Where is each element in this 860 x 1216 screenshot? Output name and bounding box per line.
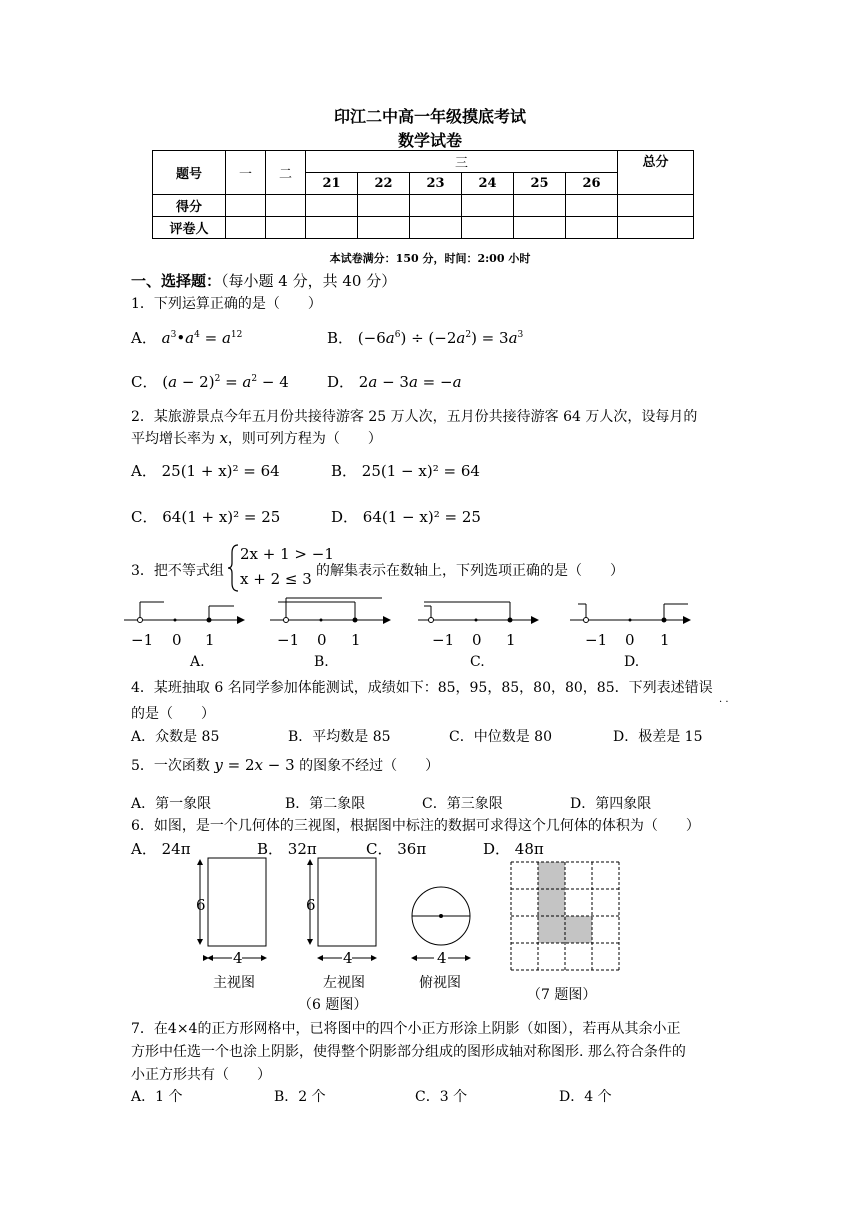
emphasis-dots: · · — [719, 697, 729, 708]
q2-option-a: A． 25(1 + x)² = 64 — [131, 462, 280, 480]
q2-stem-line1: 2．某旅游景点今年五月份共接待游客 25 万人次，五月份共接待游客 64 万人次，设每月的 — [131, 409, 698, 425]
q3-tick-b-1: 1 — [351, 631, 361, 649]
score-cell[interactable] — [566, 195, 618, 217]
score-cell[interactable] — [358, 195, 410, 217]
shaded-square — [538, 889, 565, 916]
q3-tick-a-1: 1 — [205, 631, 215, 649]
q3-axis-c — [418, 602, 538, 623]
q4-stem-line1: 4．某班抽取 6 名同学参加体能测试，成绩如下：85，95，85，80，80，85．下列表述错误 — [131, 680, 713, 696]
grader-cell[interactable] — [306, 217, 358, 239]
score-cell[interactable] — [618, 195, 694, 217]
q2-option-b: B． 25(1 − x)² = 64 — [331, 462, 480, 480]
q3-tick-c-0: 0 — [472, 631, 482, 649]
front-width-label: 4 — [233, 949, 243, 967]
score-cell[interactable] — [410, 195, 462, 217]
left-view-rect — [318, 858, 376, 946]
left-width-label: 4 — [343, 949, 353, 967]
q3-inequality-1: 2x + 1 > −1 — [240, 545, 334, 563]
question-number: 23 — [410, 173, 462, 195]
part-two-header: 二 — [266, 151, 306, 195]
q7-option-d: D．4 个 — [559, 1089, 612, 1105]
shaded-square — [565, 916, 592, 943]
section-heading — [131, 270, 396, 291]
q5-option-a: A．第一象限 — [131, 796, 212, 812]
part-three-header: 三 — [306, 151, 618, 173]
q3-tick-a-neg1: −1 — [131, 631, 154, 649]
q6-option-d: D． 48π — [483, 840, 544, 858]
row-label-number: 题号 — [153, 151, 226, 195]
q4-option-b: B．平均数是 85 — [288, 729, 391, 745]
section-note: （每小题 4 分，共 40 分） — [221, 272, 397, 290]
q1-option-c: C． $(a - 2)^2 = a^2 - 4$ — [131, 373, 289, 391]
q6-stem: 6．如图，是一个几何体的三视图，根据图中标注的数据可求得这个几何体的体积为（ ） — [131, 818, 700, 834]
question-number: 22 — [358, 173, 410, 195]
grader-cell[interactable] — [358, 217, 410, 239]
front-view-label: 主视图 — [213, 975, 255, 991]
q3-tick-c-neg1: −1 — [432, 631, 455, 649]
q7-stem-line3: 小正方形共有（ ） — [131, 1067, 271, 1083]
q3-axis-b — [270, 598, 390, 623]
q7-option-a: A．1 个 — [131, 1089, 183, 1105]
row-label-grader: 评卷人 — [153, 217, 226, 239]
grader-cell[interactable] — [514, 217, 566, 239]
q7-grid-figure — [510, 861, 622, 973]
score-table — [152, 150, 694, 239]
q3-tick-a-0: 0 — [172, 631, 182, 649]
question-number: 21 — [306, 173, 358, 195]
q3-axis-a — [124, 602, 244, 623]
score-cell[interactable] — [514, 195, 566, 217]
top-view-label: 俯视图 — [419, 975, 461, 991]
q3-tick-d-0: 0 — [625, 631, 635, 649]
q5-option-b: B．第二象限 — [285, 796, 366, 812]
left-height-label: 6 — [306, 896, 316, 914]
q3-option-d-label[interactable]: D. — [624, 654, 640, 670]
section-title: 一、选择题： — [131, 272, 222, 290]
q4-option-a: A．众数是 85 — [131, 729, 220, 745]
q3-tick-b-0: 0 — [317, 631, 327, 649]
q7-option-b: B．2 个 — [274, 1089, 326, 1105]
q2-stem-line2: 平均增长率为 x，则可列方程为（ ） — [131, 429, 382, 447]
grader-cell[interactable] — [618, 217, 694, 239]
top-width-label: 4 — [437, 949, 447, 967]
grader-cell[interactable] — [566, 217, 618, 239]
q7-stem-line1: 7．在4×4的正方形网格中，已将图中的四个小正方形涂上阴影（如图），若再从其余小正 — [131, 1021, 681, 1037]
q3-option-b-label[interactable]: B. — [314, 654, 329, 670]
q3-axis-d — [570, 604, 690, 623]
q4-option-d: D．极差是 15 — [613, 729, 703, 745]
exam-subtitle: 数学试卷 — [397, 131, 462, 150]
q6-three-views — [180, 852, 480, 972]
shaded-square — [538, 862, 565, 889]
q4-option-c: C．中位数是 80 — [449, 729, 552, 745]
fig7-caption: （7 题图） — [527, 987, 597, 1003]
q3-tick-d-1: 1 — [660, 631, 670, 649]
fig6-caption: （6 题图） — [298, 997, 368, 1013]
q6-option-a: A． 24π — [131, 840, 191, 858]
question-number: 26 — [566, 173, 618, 195]
front-view-rect — [208, 858, 266, 946]
q3-option-c-label[interactable]: C. — [470, 654, 485, 670]
q2-option-d: D． 64(1 − x)² = 25 — [331, 508, 481, 526]
q5-option-d: D．第四象限 — [570, 796, 652, 812]
grader-cell[interactable] — [226, 217, 266, 239]
score-cell[interactable] — [226, 195, 266, 217]
score-cell[interactable] — [306, 195, 358, 217]
left-view-label: 左视图 — [323, 975, 365, 991]
q1-stem: 1．下列运算正确的是（ ） — [131, 296, 322, 312]
q1-option-a: A． $a^3•a^4 = a^{12}$ — [131, 329, 243, 347]
grader-cell[interactable] — [266, 217, 306, 239]
q7-option-c: C．3 个 — [415, 1089, 468, 1105]
q3-suffix: 的解集表示在数轴上，下列选项正确的是（ ） — [316, 563, 624, 579]
question-number: 24 — [462, 173, 514, 195]
q3-tick-b-neg1: −1 — [277, 631, 300, 649]
grader-cell[interactable] — [462, 217, 514, 239]
q7-stem-line2: 方形中任选一个也涂上阴影，使得整个阴影部分组成的图形成轴对称图形. 那么符合条件的 — [131, 1044, 686, 1060]
score-cell[interactable] — [266, 195, 306, 217]
q1-option-b: B． $(-6a^6) \div (-2a^2) = 3a^3$ — [327, 329, 524, 347]
q3-prefix: 3．把不等式组 — [131, 563, 224, 579]
question-number: 25 — [514, 173, 566, 195]
q3-tick-c-1: 1 — [506, 631, 516, 649]
q1-option-d: D． 2a − 3a = −a — [327, 373, 462, 391]
q3-option-a-label[interactable]: A. — [190, 654, 205, 670]
total-header: 总分 — [618, 151, 694, 195]
q5-option-c: C．第三象限 — [422, 796, 503, 812]
row-label-score: 得分 — [153, 195, 226, 217]
q6-option-c: C． 36π — [366, 840, 427, 858]
front-height-label: 6 — [196, 896, 206, 914]
grader-cell[interactable] — [410, 217, 462, 239]
shaded-square — [538, 916, 565, 943]
q3-inequality-2: x + 2 ≤ 3 — [240, 570, 312, 588]
q6-option-b: B． 32π — [257, 840, 317, 858]
q4-stem-line2: 的是（ ） — [131, 706, 215, 722]
exam-title: 印江二中高一年级摸底考试 — [333, 107, 526, 126]
score-cell[interactable] — [462, 195, 514, 217]
part-one-header: 一 — [226, 151, 266, 195]
exam-note: 本试卷满分：150 分，时间：2:00 小时 — [329, 252, 531, 265]
q2-option-c: C． 64(1 + x)² = 25 — [131, 508, 281, 526]
q5-stem: 5．一次函数 y = 2x − 3 的图象不经过（ ） — [131, 756, 440, 774]
q3-tick-d-neg1: −1 — [585, 631, 608, 649]
